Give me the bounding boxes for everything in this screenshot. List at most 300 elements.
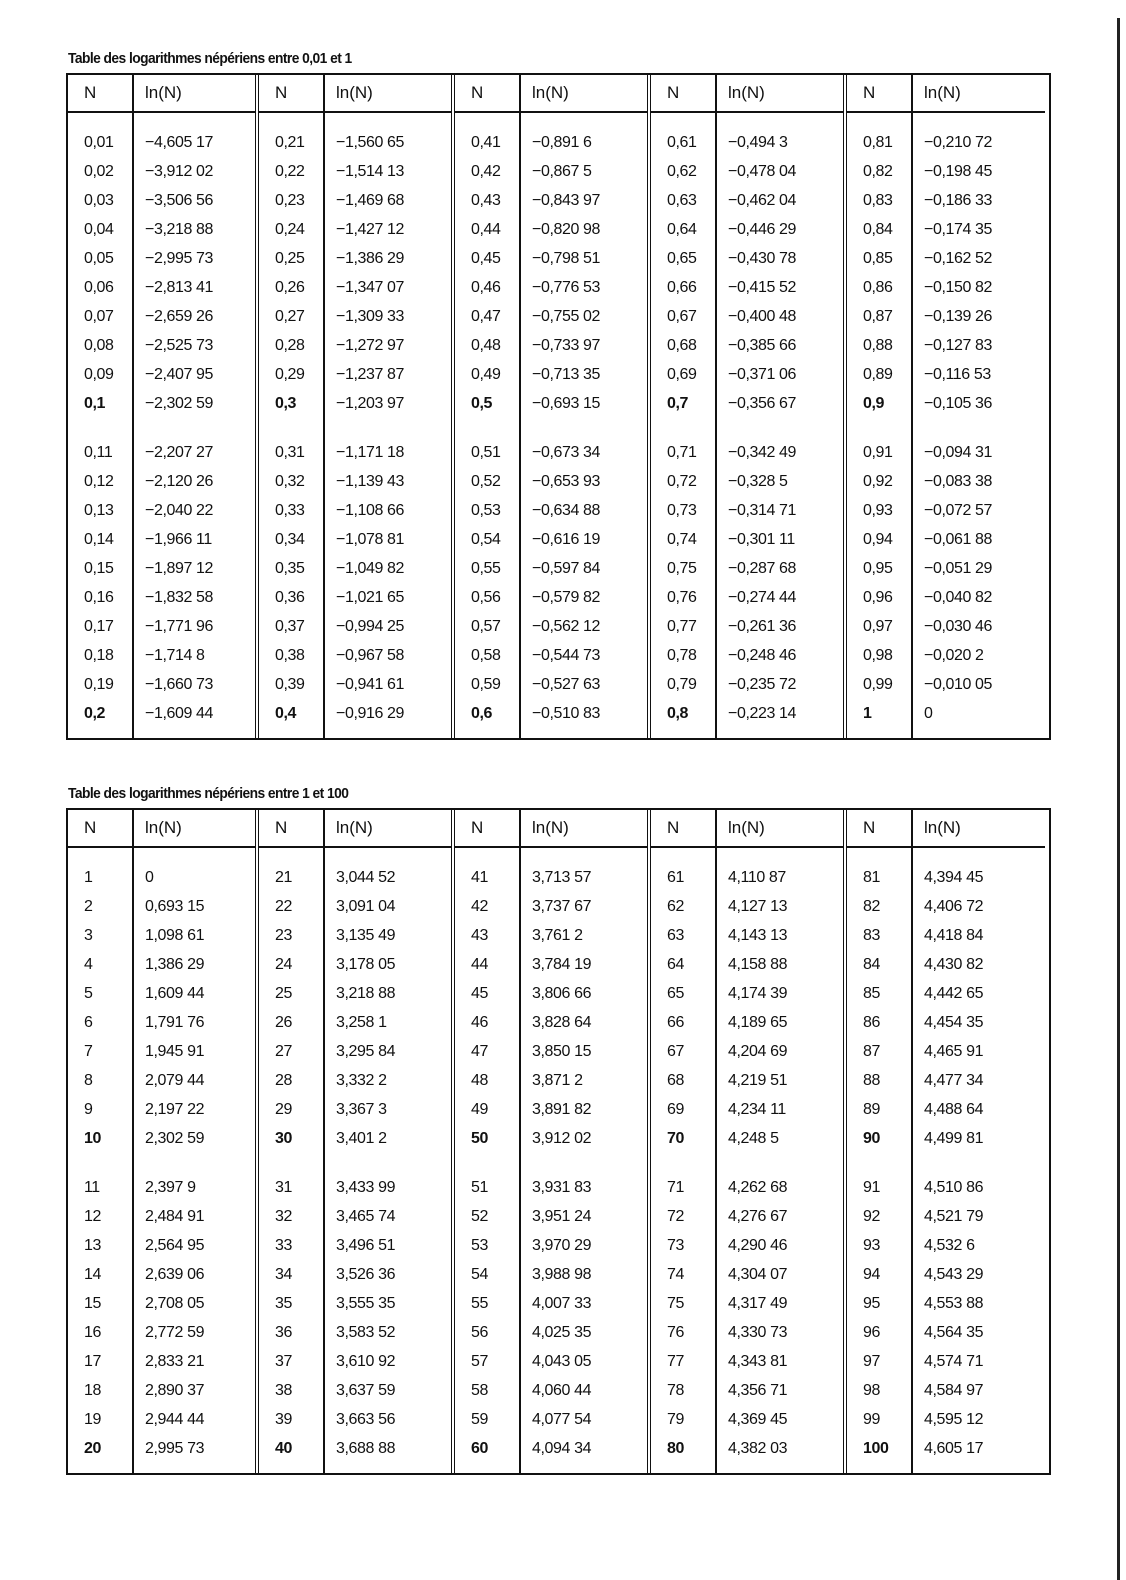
cell-ln: −1,049 82 (336, 560, 405, 577)
header-n: N (667, 83, 680, 102)
cell-n: 61 (667, 869, 684, 886)
cell-ln: −2,207 27 (145, 444, 214, 461)
cell-ln: −1,021 65 (336, 589, 405, 606)
cell-ln: −0,527 63 (532, 676, 601, 693)
cell-n: 0,61 (667, 134, 697, 151)
cell-n: 51 (471, 1179, 488, 1196)
table-row (68, 980, 255, 1008)
cell-ln: 4,488 64 (924, 1101, 984, 1118)
cell-ln: 2,302 59 (145, 1130, 205, 1147)
table-row (651, 893, 843, 921)
cell-n: 0,63 (667, 192, 697, 209)
cell-n: 0,19 (84, 676, 114, 693)
cell-ln: −0,446 29 (728, 221, 797, 238)
cell-ln: 4,219 51 (728, 1072, 788, 1089)
table-row (455, 642, 647, 670)
cell-n: 0,38 (275, 647, 305, 664)
table-row (259, 1096, 451, 1124)
cell-n: 0,1 (84, 395, 106, 412)
cell-n: 72 (667, 1208, 684, 1225)
table-row (847, 439, 1045, 467)
cell-n: 6 (84, 1014, 93, 1031)
table-row (651, 1125, 843, 1153)
cell-ln: −0,235 72 (728, 676, 797, 693)
table-row (259, 129, 451, 157)
cell-ln: 4,077 54 (532, 1411, 592, 1428)
cell-n: 0,02 (84, 163, 114, 180)
table-row (259, 1435, 451, 1463)
table-row (455, 1406, 647, 1434)
table-row (68, 1319, 255, 1347)
cell-ln: 3,784 19 (532, 956, 592, 973)
table-block (843, 75, 1045, 738)
table-row (68, 1203, 255, 1231)
cell-ln: −0,174 35 (924, 221, 993, 238)
cell-ln: 3,465 74 (336, 1208, 396, 1225)
header-n: N (863, 83, 876, 102)
cell-n: 0,55 (471, 560, 501, 577)
cell-n: 98 (863, 1382, 880, 1399)
cell-n: 26 (275, 1014, 292, 1031)
cell-ln: 4,382 03 (728, 1440, 788, 1457)
table-row (455, 1038, 647, 1066)
cell-ln: 3,496 51 (336, 1237, 396, 1254)
cell-n: 45 (471, 985, 488, 1002)
table-row (455, 951, 647, 979)
cell-ln: −0,597 84 (532, 560, 601, 577)
table-title-large: Table des logarithmes népériens entre 1 et 100 (68, 785, 349, 802)
cell-n: 0,09 (84, 366, 114, 383)
cell-ln: 4,330 73 (728, 1324, 788, 1341)
cell-n: 48 (471, 1072, 488, 1089)
cell-n: 0,25 (275, 250, 305, 267)
header-ln: ln(N) (715, 810, 843, 846)
table-row (68, 332, 255, 360)
table-row (651, 700, 843, 728)
header-ln: ln(N) (519, 75, 647, 111)
cell-ln: 3,178 05 (336, 956, 396, 973)
table-row (651, 332, 843, 360)
cell-ln: 3,761 2 (532, 927, 583, 944)
cell-n: 0,48 (471, 337, 501, 354)
cell-ln: 4,276 67 (728, 1208, 788, 1225)
table-row (847, 584, 1045, 612)
cell-ln: −0,494 3 (728, 134, 788, 151)
table-row (68, 274, 255, 302)
cell-ln: −0,941 61 (336, 676, 405, 693)
cell-ln: −0,967 58 (336, 647, 405, 664)
cell-ln: 4,043 05 (532, 1353, 592, 1370)
cell-n: 25 (275, 985, 292, 1002)
cell-ln: 4,605 17 (924, 1440, 984, 1457)
table-row (68, 390, 255, 418)
table-row (651, 468, 843, 496)
table-row (847, 1096, 1045, 1124)
cell-ln: −0,061 88 (924, 531, 993, 548)
cell-ln: 4,543 29 (924, 1266, 984, 1283)
header-n: N (863, 818, 876, 837)
table-row (651, 158, 843, 186)
table-block (451, 810, 647, 1473)
table-row (259, 1377, 451, 1405)
cell-ln: −0,274 44 (728, 589, 797, 606)
cell-n: 0,82 (863, 163, 893, 180)
header-ln: ln(N) (323, 810, 451, 846)
table-row (259, 303, 451, 331)
table-block (68, 810, 255, 1473)
cell-n: 10 (84, 1130, 101, 1147)
table-row (651, 439, 843, 467)
cell-n: 0,03 (84, 192, 114, 209)
table-row (651, 642, 843, 670)
table-row (68, 158, 255, 186)
cell-ln: 3,218 88 (336, 985, 396, 1002)
table-block (451, 75, 647, 738)
table-row (259, 439, 451, 467)
cell-ln: −1,237 87 (336, 366, 405, 383)
cell-n: 0,68 (667, 337, 697, 354)
cell-n: 21 (275, 869, 292, 886)
header-n: N (275, 83, 288, 102)
cell-n: 83 (863, 927, 880, 944)
cell-n: 0,2 (84, 705, 106, 722)
cell-ln: −1,514 13 (336, 163, 405, 180)
cell-n: 60 (471, 1440, 488, 1457)
log-table-1-to-100 (66, 808, 1051, 1475)
table-row (68, 1435, 255, 1463)
cell-n: 8 (84, 1072, 93, 1089)
cell-n: 9 (84, 1101, 93, 1118)
cell-ln: 4,418 84 (924, 927, 984, 944)
cell-n: 0,88 (863, 337, 893, 354)
cell-n: 91 (863, 1179, 880, 1196)
table-row (68, 1377, 255, 1405)
table-row (259, 584, 451, 612)
table-row (455, 303, 647, 331)
table-row (651, 390, 843, 418)
table-row (455, 158, 647, 186)
cell-ln: 4,595 12 (924, 1411, 984, 1428)
table-row (259, 361, 451, 389)
cell-n: 3 (84, 927, 93, 944)
cell-n: 16 (84, 1324, 101, 1341)
table-row (68, 1348, 255, 1376)
cell-n: 27 (275, 1043, 292, 1060)
cell-ln: −0,820 98 (532, 221, 601, 238)
table-row (259, 951, 451, 979)
table-row (455, 555, 647, 583)
cell-ln: −0,673 34 (532, 444, 601, 461)
header-n: N (84, 818, 97, 837)
table-row (68, 245, 255, 273)
cell-n: 0,36 (275, 589, 305, 606)
table-row (259, 1038, 451, 1066)
column-header (259, 75, 451, 113)
cell-ln: −0,094 31 (924, 444, 993, 461)
cell-ln: −0,248 46 (728, 647, 797, 664)
cell-n: 32 (275, 1208, 292, 1225)
cell-n: 55 (471, 1295, 488, 1312)
cell-n: 56 (471, 1324, 488, 1341)
table-row (651, 526, 843, 554)
cell-n: 0,11 (84, 444, 113, 461)
table-row (259, 497, 451, 525)
table-row (651, 187, 843, 215)
cell-n: 5 (84, 985, 93, 1002)
table-row (455, 1174, 647, 1202)
table-row (651, 1290, 843, 1318)
table-row (651, 922, 843, 950)
table-row (847, 671, 1045, 699)
header-ln: ln(N) (132, 810, 255, 846)
cell-ln: 3,970 29 (532, 1237, 592, 1254)
table-row (455, 980, 647, 1008)
cell-n: 19 (84, 1411, 101, 1428)
table-row (455, 1261, 647, 1289)
cell-ln: 4,343 81 (728, 1353, 788, 1370)
cell-ln: 4,356 71 (728, 1382, 788, 1399)
cell-ln: −0,301 11 (728, 531, 795, 548)
cell-n: 0,58 (471, 647, 501, 664)
cell-n: 0,33 (275, 502, 305, 519)
cell-n: 0,92 (863, 473, 893, 490)
table-row (847, 700, 1045, 728)
cell-n: 0,31 (275, 444, 305, 461)
table-row (259, 613, 451, 641)
table-row (259, 216, 451, 244)
cell-n: 69 (667, 1101, 684, 1118)
cell-ln: −2,040 22 (145, 502, 214, 519)
table-row (651, 1067, 843, 1095)
cell-n: 33 (275, 1237, 292, 1254)
table-row (651, 1319, 843, 1347)
cell-ln: −0,478 04 (728, 163, 797, 180)
table-row (847, 468, 1045, 496)
table-row (68, 1067, 255, 1095)
cell-ln: −1,203 97 (336, 395, 405, 412)
cell-ln: −0,462 04 (728, 192, 797, 209)
table-row (68, 1174, 255, 1202)
table-row (68, 951, 255, 979)
table-row (259, 1009, 451, 1037)
cell-ln: −0,843 97 (532, 192, 601, 209)
log-table-0-01-to-1 (66, 73, 1051, 740)
cell-n: 0,72 (667, 473, 697, 490)
table-row (455, 1096, 647, 1124)
table-row (847, 129, 1045, 157)
cell-n: 7 (84, 1043, 93, 1060)
cell-ln: −0,342 49 (728, 444, 797, 461)
table-block (255, 75, 451, 738)
column-header (259, 810, 451, 848)
table-row (68, 700, 255, 728)
cell-n: 0,78 (667, 647, 697, 664)
cell-n: 15 (84, 1295, 101, 1312)
cell-ln: 3,332 2 (336, 1072, 387, 1089)
table-row (455, 671, 647, 699)
table-row (68, 1232, 255, 1260)
table-row (68, 439, 255, 467)
cell-ln: 3,367 3 (336, 1101, 387, 1118)
cell-n: 0,98 (863, 647, 893, 664)
cell-ln: 3,135 49 (336, 927, 396, 944)
cell-n: 0,94 (863, 531, 893, 548)
table-row (847, 245, 1045, 273)
cell-ln: 2,833 21 (145, 1353, 205, 1370)
header-n: N (84, 83, 97, 102)
table-row (455, 526, 647, 554)
cell-ln: −0,713 35 (532, 366, 601, 383)
table-row (68, 555, 255, 583)
cell-n: 85 (863, 985, 880, 1002)
cell-n: 0,32 (275, 473, 305, 490)
cell-n: 0,77 (667, 618, 697, 635)
cell-ln: −0,139 26 (924, 308, 993, 325)
cell-n: 2 (84, 898, 93, 915)
cell-n: 0,74 (667, 531, 697, 548)
cell-ln: 3,526 36 (336, 1266, 396, 1283)
cell-ln: 2,079 44 (145, 1072, 205, 1089)
column-header (651, 75, 843, 113)
cell-n: 62 (667, 898, 684, 915)
table-row (847, 642, 1045, 670)
cell-ln: 3,637 59 (336, 1382, 396, 1399)
cell-ln: 4,025 35 (532, 1324, 592, 1341)
cell-n: 41 (471, 869, 488, 886)
table-row (651, 1174, 843, 1202)
cell-n: 86 (863, 1014, 880, 1031)
cell-ln: 4,248 5 (728, 1130, 779, 1147)
cell-n: 0,26 (275, 279, 305, 296)
cell-n: 0,81 (863, 134, 893, 151)
table-row (68, 129, 255, 157)
cell-ln: −1,347 07 (336, 279, 405, 296)
cell-n: 0,91 (863, 444, 893, 461)
cell-ln: −0,186 33 (924, 192, 993, 209)
cell-ln: 3,258 1 (336, 1014, 387, 1031)
table-row (259, 158, 451, 186)
table-row (847, 1067, 1045, 1095)
table-row (455, 216, 647, 244)
cell-ln: 3,912 02 (532, 1130, 592, 1147)
table-row (847, 158, 1045, 186)
table-row (68, 671, 255, 699)
cell-ln: −1,078 81 (336, 531, 405, 548)
cell-ln: 3,850 15 (532, 1043, 592, 1060)
cell-n: 89 (863, 1101, 880, 1118)
table-row (455, 1125, 647, 1153)
cell-n: 0,6 (471, 705, 493, 722)
cell-ln: 4,532 6 (924, 1237, 975, 1254)
table-row (68, 1009, 255, 1037)
cell-ln: 3,988 98 (532, 1266, 592, 1283)
table-row (455, 361, 647, 389)
cell-n: 0,8 (667, 705, 689, 722)
table-row (68, 864, 255, 892)
cell-n: 74 (667, 1266, 684, 1283)
cell-n: 39 (275, 1411, 292, 1428)
cell-ln: −0,051 29 (924, 560, 993, 577)
cell-ln: 2,995 73 (145, 1440, 205, 1457)
table-row (847, 1319, 1045, 1347)
cell-n: 68 (667, 1072, 684, 1089)
cell-n: 0,79 (667, 676, 697, 693)
cell-ln: −1,469 68 (336, 192, 405, 209)
cell-n: 23 (275, 927, 292, 944)
cell-n: 30 (275, 1130, 292, 1147)
cell-n: 0,5 (471, 395, 493, 412)
cell-ln: 4,317 49 (728, 1295, 788, 1312)
table-row (68, 1038, 255, 1066)
cell-ln: −0,755 02 (532, 308, 601, 325)
cell-n: 0,85 (863, 250, 893, 267)
cell-n: 97 (863, 1353, 880, 1370)
cell-n: 1 (84, 869, 93, 886)
cell-ln: 4,442 65 (924, 985, 984, 1002)
cell-ln: −0,916 29 (336, 705, 405, 722)
table-row (455, 245, 647, 273)
cell-n: 22 (275, 898, 292, 915)
table-row (455, 1203, 647, 1231)
cell-n: 0,35 (275, 560, 305, 577)
table-row (455, 584, 647, 612)
table-row (651, 1096, 843, 1124)
cell-n: 0,3 (275, 395, 297, 412)
cell-ln: −3,218 88 (145, 221, 214, 238)
table-row (259, 526, 451, 554)
table-row (651, 555, 843, 583)
cell-n: 82 (863, 898, 880, 915)
cell-ln: −0,328 5 (728, 473, 788, 490)
cell-n: 52 (471, 1208, 488, 1225)
table-row (259, 922, 451, 950)
table-row (651, 951, 843, 979)
table-row (68, 1261, 255, 1289)
table-row (847, 1348, 1045, 1376)
column-header (455, 810, 647, 848)
cell-n: 47 (471, 1043, 488, 1060)
table-row (847, 555, 1045, 583)
cell-ln: −0,356 67 (728, 395, 797, 412)
cell-ln: 4,290 46 (728, 1237, 788, 1254)
table-row (651, 129, 843, 157)
cell-n: 0,62 (667, 163, 697, 180)
cell-n: 0,96 (863, 589, 893, 606)
cell-n: 46 (471, 1014, 488, 1031)
header-ln: ln(N) (715, 75, 843, 111)
table-row (455, 1377, 647, 1405)
cell-ln: −3,506 56 (145, 192, 214, 209)
table-row (68, 468, 255, 496)
cell-n: 0,17 (84, 618, 114, 635)
cell-ln: 4,584 97 (924, 1382, 984, 1399)
cell-n: 0,42 (471, 163, 501, 180)
table-row (259, 1348, 451, 1376)
cell-n: 0,89 (863, 366, 893, 383)
cell-n: 90 (863, 1130, 880, 1147)
table-row (259, 1174, 451, 1202)
table-title-small: Table des logarithmes népériens entre 0,01 et 1 (68, 50, 352, 67)
cell-ln: −2,813 41 (145, 279, 214, 296)
table-row (847, 1174, 1045, 1202)
cell-ln: 1,386 29 (145, 956, 205, 973)
cell-ln: 4,174 39 (728, 985, 788, 1002)
table-row (68, 526, 255, 554)
cell-ln: −0,430 78 (728, 250, 797, 267)
cell-n: 43 (471, 927, 488, 944)
cell-n: 0,15 (84, 560, 114, 577)
cell-ln: 3,891 82 (532, 1101, 592, 1118)
